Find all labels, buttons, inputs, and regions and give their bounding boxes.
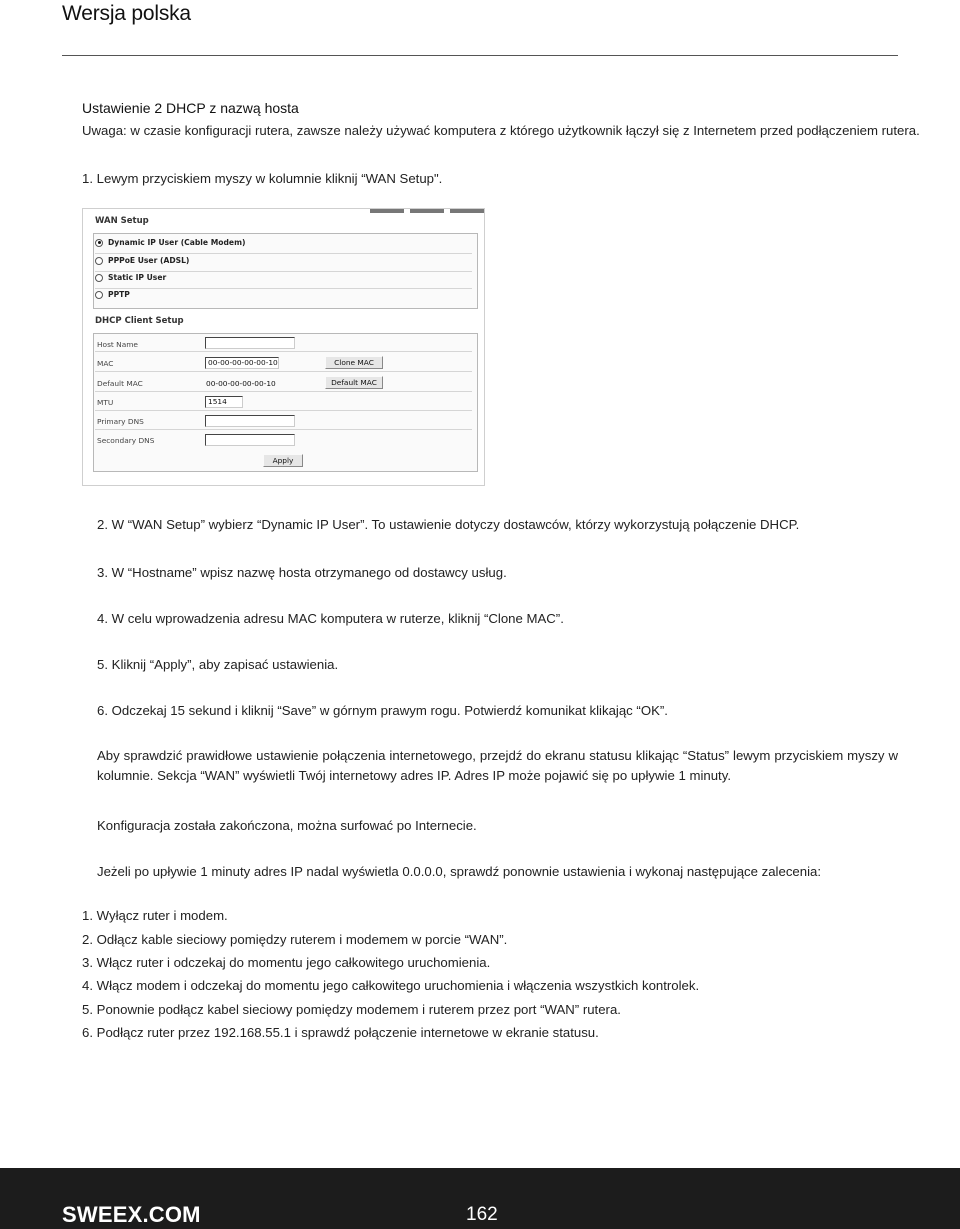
dhcp-client-box — [93, 333, 478, 472]
divider — [95, 429, 472, 430]
troubleshoot-intro: Jeżeli po upływie 1 minuty adres IP nadal wyświetla 0.0.0.0, sprawdź ponownie ustawienia i wykonaj następujące zalecenia: — [97, 864, 822, 879]
secondary-dns-label: Secondary DNS — [97, 436, 155, 445]
page-header-title: Wersja polska — [62, 2, 191, 25]
divider — [95, 410, 472, 411]
troubleshoot-item: 2. Odłącz kable sieciowy pomiędzy ruterem i modemem w porcie “WAN”. — [82, 932, 508, 947]
divider — [95, 271, 472, 272]
mac-input[interactable]: 00-00-00-00-00-10 — [205, 357, 279, 369]
step-3: 3. W “Hostname” wpisz nazwę hosta otrzymanego od dostawcy usług. — [97, 565, 507, 580]
divider — [95, 288, 472, 289]
troubleshoot-item: 1. Wyłącz ruter i modem. — [82, 908, 228, 923]
divider — [95, 371, 472, 372]
divider — [95, 253, 472, 254]
step-1: 1. Lewym przyciskiem myszy w kolumnie kliknij “WAN Setup". — [82, 171, 443, 186]
step-4: 4. W celu wprowadzenia adresu MAC komputera w ruterze, kliknij “Clone MAC”. — [97, 611, 564, 626]
primary-dns-input[interactable] — [205, 415, 295, 427]
note-text: Uwaga: w czasie konfiguracji rutera, zawsze należy używać komputera z którego użytkownik łączył się z Internetem przed podłączeniem rutera. — [82, 123, 920, 138]
top-tab-bars — [370, 209, 484, 213]
option-pppoe[interactable] — [95, 256, 189, 265]
page-number: 162 — [466, 1204, 498, 1225]
troubleshoot-item: 4. Włącz modem i odczekaj do momentu jego całkowitego uruchomienia i włączenia wszystkich kontrolek. — [82, 978, 700, 993]
radio-icon[interactable] — [95, 274, 103, 282]
default-mac-value: 00-00-00-00-00-10 — [206, 379, 276, 388]
wan-setup-title: WAN Setup — [95, 216, 149, 226]
step-6: 6. Odczekaj 15 sekund i kliknij “Save” w górnym prawym rogu. Potwierdź komunikat klikając “OK”. — [97, 703, 668, 718]
secondary-dns-input[interactable] — [205, 434, 295, 446]
divider — [95, 351, 472, 352]
option-label: Static IP User — [108, 273, 167, 282]
option-pptp[interactable] — [95, 290, 130, 299]
mtu-input[interactable]: 1514 — [205, 396, 243, 408]
default-mac-button[interactable]: Default MAC — [325, 376, 383, 389]
default-mac-label: Default MAC — [97, 379, 143, 388]
completion-paragraph: Konfiguracja została zakończona, można surfować po Internecie. — [97, 818, 477, 833]
troubleshoot-item: 5. Ponownie podłącz kabel sieciowy pomiędzy modemem i ruterem przez port “WAN” rutera. — [82, 1002, 621, 1017]
host-name-label: Host Name — [97, 340, 138, 349]
troubleshoot-item: 3. Włącz ruter i odczekaj do momentu jego całkowitego uruchomienia. — [82, 955, 491, 970]
radio-icon[interactable] — [95, 291, 103, 299]
step-5: 5. Kliknij “Apply”, aby zapisać ustawienia. — [97, 657, 339, 672]
page-footer — [0, 1168, 960, 1229]
primary-dns-label: Primary DNS — [97, 417, 144, 426]
option-label: Dynamic IP User (Cable Modem) — [108, 238, 246, 247]
apply-button[interactable]: Apply — [263, 454, 303, 467]
footer-brand: SWEEX.COM — [62, 1202, 201, 1227]
divider — [95, 391, 472, 392]
host-name-input[interactable] — [205, 337, 295, 349]
dhcp-client-setup-title: DHCP Client Setup — [95, 316, 184, 326]
troubleshoot-item: 6. Podłącz ruter przez 192.168.55.1 i sprawdź połączenie internetowe w ekranie statusu. — [82, 1025, 599, 1040]
wan-setup-screenshot — [82, 208, 485, 486]
radio-icon[interactable] — [95, 257, 103, 265]
option-label: PPPoE User (ADSL) — [108, 256, 190, 265]
option-label: PPTP — [108, 290, 130, 299]
section-title: Ustawienie 2 DHCP z nazwą hosta — [82, 100, 299, 116]
option-dynamic-ip[interactable] — [95, 238, 245, 247]
mac-label: MAC — [97, 359, 114, 368]
step-2: 2. W “WAN Setup” wybierz “Dynamic IP User”. To ustawienie dotyczy dostawców, którzy wykorzystują połączenie DHCP. — [97, 517, 800, 532]
option-static-ip[interactable] — [95, 273, 166, 282]
status-check-paragraph: Aby sprawdzić prawidłowe ustawienie połączenia internetowego, przejdź do ekranu statusu klikając “Status” lewym przyciskiem myszy w kolumnie. Sekcja “WAN” wyświetli Twój internetowy adres IP. Adres IP może pojawić się po upływie 1 minuty. — [97, 748, 898, 783]
mtu-label: MTU — [97, 398, 114, 407]
clone-mac-button[interactable]: Clone MAC — [325, 356, 383, 369]
radio-selected-icon[interactable] — [95, 239, 103, 247]
header-divider — [62, 55, 898, 56]
